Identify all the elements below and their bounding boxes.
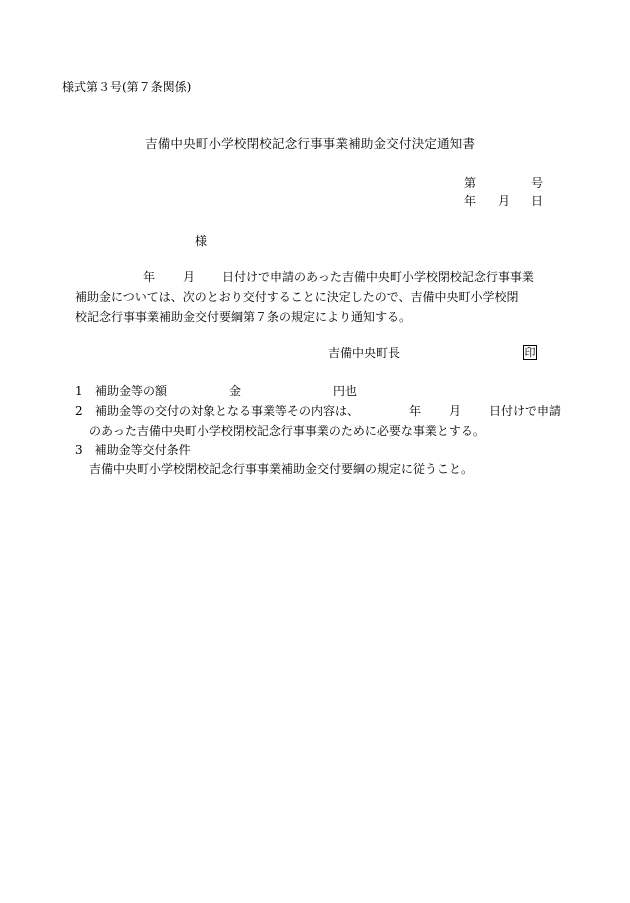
body-line-1-text: 日付けで申請のあった吉備中央町小学校閉校記念行事事業 — [222, 270, 534, 284]
document-title: 吉備中央町小学校閉校記念行事事業補助金交付決定通知書 — [145, 136, 476, 151]
body-line-1 — [75, 271, 555, 285]
item-1-kin: 金 — [229, 384, 242, 398]
body-line-2: 補助金については、次のとおり交付することに決定したので、吉備中央町小学校閉 — [75, 290, 519, 304]
item-2-number: 2 — [75, 404, 83, 418]
addressee-honorific: 様 — [195, 234, 208, 248]
notice-date-month: 月 — [498, 194, 511, 208]
item-2-rest: 日付けで申請 — [489, 404, 562, 418]
item-1 — [75, 385, 555, 399]
item-2-year: 年 — [409, 404, 422, 418]
item-2-line-2: のあった吉備中央町小学校閉校記念行事事業のために必要な事業とする。 — [89, 424, 485, 438]
item-3-text: 吉備中央町小学校閉校記念行事事業補助金交付要綱の規定に従うこと。 — [89, 462, 474, 476]
notice-number-prefix: 第 — [464, 176, 477, 190]
body-line-3: 校記念行事事業補助金交付要綱第７条の規定により通知する。 — [75, 310, 412, 324]
body-month: 月 — [183, 270, 196, 284]
body-year: 年 — [143, 270, 156, 284]
item-1-yen: 円也 — [333, 384, 358, 398]
notice-number-suffix: 号 — [531, 176, 544, 190]
item-1-label: 補助金等の額 — [95, 384, 168, 398]
notice-date-day: 日 — [531, 194, 544, 208]
notice-date-year: 年 — [464, 194, 477, 208]
seal-mark: 印 — [524, 346, 536, 359]
form-number: 様式第３号(第７条関係) — [62, 80, 192, 94]
item-2-month: 月 — [449, 404, 462, 418]
item-2 — [75, 404, 562, 419]
item-2-text: 補助金等の交付の対象となる事業等その内容は、 — [95, 404, 360, 418]
issuer-title: 吉備中央町長 — [328, 346, 401, 360]
item-3-heading: 3 補助金等交付条件 — [75, 443, 191, 457]
item-1-number: 1 — [75, 384, 83, 398]
